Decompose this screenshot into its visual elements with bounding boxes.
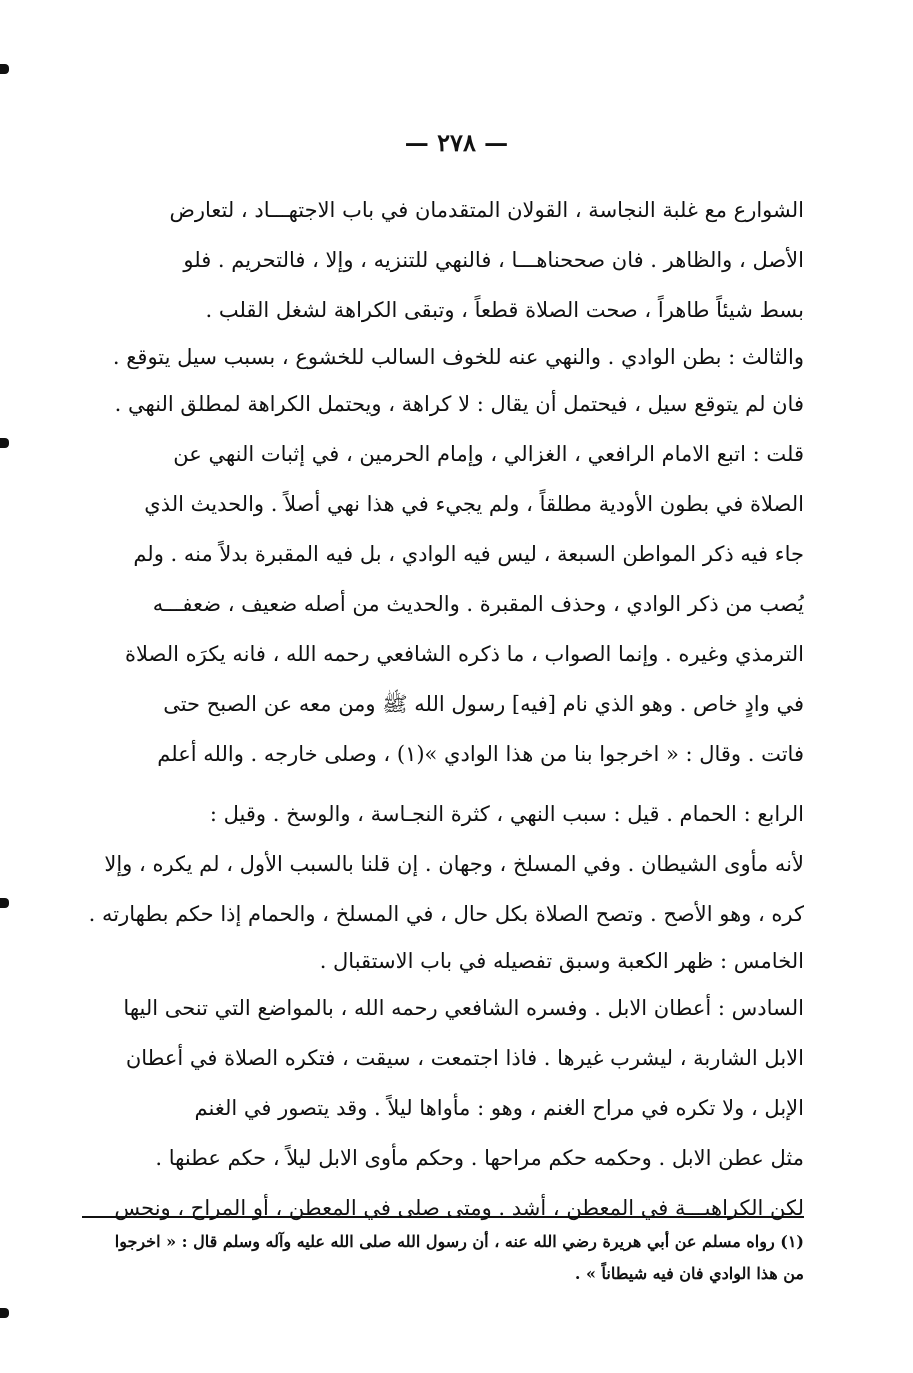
text-line: الإبل ، ولا تكره في مراح الغنم ، وهو : مأواها ليلاً . وقد يتصور في الغنم [194,1096,804,1120]
text-line: في وادٍ خاص . وهو الذي نام [فيه] رسول الله ﷺ ومن معه عن الصبح حتى [163,692,804,716]
text-line: مثل عطن الابل . وحكمه حكم مراحها . وحكم مأوى الابل ليلاً ، حكم عطنها . [155,1146,804,1170]
text-line: قلت : اتبع الامام الرافعي ، الغزالي ، وإمام الحرمين ، في إثبات النهي عن [173,442,804,466]
margin-mark [0,64,9,74]
text-line: الرابع : الحمام . قيل : سبب النهي ، كثرة النجـاسة ، والوسخ . وقيل : [209,802,804,826]
margin-mark [0,438,9,448]
text-line: فان لم يتوقع سيل ، فيحتمل أن يقال : لا كراهة ، ويحتمل الكراهة لمطلق النهي . [114,392,804,416]
footnote-line: من هذا الوادي فان فيه شيطاناً » . [574,1264,804,1283]
footnote-line: (١) رواه مسلم عن أبي هريرة رضي الله عنه ، أن رسول الله صلى الله عليه وآله وسلم قال : « اخرجوا [114,1232,804,1251]
text-line: جاء فيه ذكر المواطن السبعة ، ليس فيه الوادي ، بل فيه المقبرة بدلاً منه . ولم [133,542,804,566]
text-line: كره ، وهو الأصح . وتصح الصلاة بكل حال ، في المسلخ ، والحمام إذا حكم بطهارته . [88,902,804,926]
text-line: السادس : أعطان الابل . وفسره الشافعي رحمه الله ، بالمواضع التي تنحى اليها [123,996,804,1020]
text-line: الخامس : ظهر الكعبة وسبق تفصيله في باب الاستقبال . [319,949,804,973]
text-line: الترمذي وغيره . وإنما الصواب ، ما ذكره الشافعي رحمه الله ، فانه يكرَه الصلاة [125,642,804,666]
text-line: والثالث : بطن الوادي . والنهي عنه للخوف السالب للخشوع ، بسبب سيل يتوقع . [112,345,804,369]
text-line: بسط شيئاً طاهراً ، صحت الصلاة قطعاً ، وتبقى الكراهة لشغل القلب . [205,298,804,322]
margin-mark [0,1308,9,1318]
text-line: لأنه مأوى الشيطان . وفي المسلخ ، وجهان . إن قلنا بالسبب الأول ، لم يكره ، وإلا [104,852,804,876]
text-line: الابل الشاربة ، ليشرب غيرها . فاذا اجتمعت ، سيقت ، فتكره الصلاة في أعطان [125,1046,804,1070]
text-line: الأصل ، والظاهر . فان صححناهـــا ، فالنهي للتنزيه ، وإلا ، فالتحريم . فلو [183,248,804,272]
text-line: يُصب من ذكر الوادي ، وحذف المقبرة . والحديث من أصله ضعيف ، ضعفـــه [152,592,804,616]
text-line: الصلاة في بطون الأودية مطلقاً ، ولم يجيء في هذا نهي أصلاً . والحديث الذي [144,492,804,516]
main-text [82,185,804,1233]
page-number: — ٢٧٨ — [404,128,509,157]
text-line: الشوارع مع غلبة النجاسة ، القولان المتقدمان في باب الاجتهـــاد ، لتعارض [169,198,804,222]
text-line: فاتت . وقال : « اخرجوا بنا من هذا الوادي »(١) ، وصلى خارجه . والله أعلم [157,742,804,766]
footnotes [82,1226,804,1290]
footnote-divider [82,1216,804,1218]
text-line: لكن الكراهيـــة في المعطن ، أشد . ومتى صلى في المعطن ، أو المراح ، ونجس [114,1196,804,1220]
margin-mark [0,898,9,908]
